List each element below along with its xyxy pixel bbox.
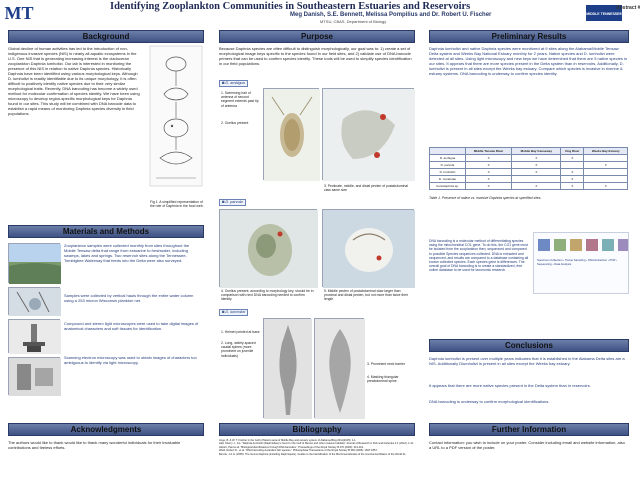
table-row	[430, 183, 628, 190]
header	[0, 0, 638, 26]
table-cell: X	[561, 176, 584, 183]
table-row	[430, 169, 628, 176]
methods-para-2: Samples were collected by vertical hauls through the entire water column using a 253 micron Wisconsin plankton net.	[64, 293, 194, 303]
dna-workflow-diagram	[533, 232, 629, 294]
poster-title: Identifying Zooplankton Communities in Southeastern Estuaries and Reservoirs	[110, 1, 471, 12]
table-cell: X	[512, 169, 561, 176]
table-cell: X	[584, 162, 628, 169]
food-web-caption: Fig 1. A simplified representation of the role of Daphnia in the food web.	[150, 200, 204, 209]
table-cell: X	[465, 176, 511, 183]
bibliography-heading: Bibliography	[219, 423, 415, 436]
lumholtzi-caption-bottom: 4. Masking triangular preabdominal spine	[367, 375, 399, 384]
table-header-cell: Middle Tensaw River	[465, 148, 511, 155]
ambigua-note-1: 1. Swimming hair of antenna of second segment extends past tip of antenna	[221, 91, 259, 108]
workflow-step: Sequencing	[537, 261, 552, 266]
table-cell	[561, 162, 584, 169]
table-cell: X	[512, 183, 561, 190]
table-cell	[584, 176, 628, 183]
acknowledgments-text: The authors would like to thank would like to thank many wonderful individuals for their invaluable contributions and tireless efforts.	[8, 440, 181, 450]
microscope-photo	[8, 319, 60, 353]
panel-label-ambigua: ◙ D. ambigua	[219, 80, 248, 87]
table-cell: X	[465, 169, 511, 176]
background-heading: Background	[8, 30, 204, 43]
purpose-text: Because Daphnia species are often difficult to distinguish morphologically, our goal was to: 1) create a set of morphological image keys specific to the species found in our field sites, and 2) validate use of DNA barcode primers that can be used to confirm species identity. These tools will be used to simplify species identification in our field populations.	[219, 46, 412, 66]
table-cell: D. parvula	[430, 162, 466, 169]
abstract-number: Abstract #	[616, 5, 640, 11]
methods-para-4: Scanning electron microscopy was used to obtain images of characters too ambiguous to identify via light microscopy.	[64, 355, 197, 365]
further-info-text: Contact information: you wish to include on your poster. Consider including email and website information, also a URL to a PDF version of the poster.	[429, 440, 625, 450]
sampling-photo	[8, 287, 60, 315]
presence-table	[429, 147, 628, 190]
table-cell: D. ambigua	[430, 155, 466, 162]
results-heading: Preliminary Results	[429, 30, 629, 43]
poster-affiliation: MTSU, CBAS, Department of Biology	[320, 19, 387, 24]
conclusions-para-2: It appears that there are more native species present in the Delta system than in reservoirs.	[429, 383, 591, 388]
poster-authors: Meg Danish, S.E. Bennett, Melissa Pompilius and Dr. Robert U. Fischer	[290, 12, 492, 18]
table-header-cell: Weeks Bay Estuary	[584, 148, 628, 155]
mtsu-logo	[4, 2, 34, 24]
parvula-caption-left: 4. Ocellus present; according to morphology key, should be in comparison with next DNA barcoding needed to confirm identity	[221, 289, 314, 302]
results-text: Daphnia lumholtzi and native Daphnia species were monitored at 9 sites along the Alabama/Mobile Tensaw Delta system and Weeks Bay National Estuary monthly for 2 years. Native species and D. lumholtzi were detected at all sites. Using light microscopy and new keys we have determined that there are 5 native species in our sites. It appears that there are more species present in the Delta system than in reservoirs. Additionally, D. lumholtzi is present in all sites except the Weeks bay estuary. Compare which species is invasive in riverine & estuary systems. DNA barcoding is underway to confirm species identity.	[429, 46, 628, 76]
background-text: Global decline of human activities has led to the introduction of non-indigenous invasive species (NIS) in nearly all aquatic ecosystems in the U.S. One NIS that is generating increasing interest is the cladoceran zooplankton Daphnia lumholtzi. Our lab is interested in monitoring the presence of this NIS in relation to native Daphnia species. Historically Daphnia have been identified using various morphological keys. Although D. lumholtzi is readily identifiable due to its unique morphology, it is often difficult to positively identify native species due to their very similar morphological traits. Recently, DNA barcoding has become a widely used method for molecular confirmation of species identity. We have been using microscopy to develop region-specific morphological keys for Daphnia found in our sites. This study will be combined with DNA barcode data to establish a rapid means of monitoring Daphnia species diversity in field populations.	[8, 46, 140, 116]
methods-heading: Materials and Methods	[8, 225, 204, 238]
parvula-photo-2	[322, 209, 414, 287]
table-row	[430, 176, 628, 183]
bibliography-ref: Ward, Robert D., et al. "DNA barcoding Australia's fish species." Philosophical Transactions of the Royal Society B 360 (2005): 1847-1857.	[219, 449, 378, 453]
table-cell: Ceriodaphnia sp.	[430, 183, 466, 190]
conclusions-para-3: DNA barcoding is underway to confirm morphological identifications.	[429, 399, 550, 404]
table-cell: X	[561, 183, 584, 190]
bibliography-ref: Benzie, J.A.H. (2005). The Genus Daphnia (including Daphniopsis). Guides to the Identification of the Microinvertebrates of the Continental Waters of the World 21.	[219, 452, 407, 456]
table-cell: X	[465, 155, 511, 162]
table-cell: D. lumholtzi	[430, 169, 466, 176]
workflow-step: Data Analysis	[554, 261, 572, 266]
lumholtzi-caption-top: 3. Prominent neck barrier	[367, 362, 406, 366]
table-header-cell: Mobile Bay Causeway	[512, 148, 561, 155]
ambigua-note-2: 2. Ocellus present	[221, 121, 249, 125]
dna-workflow-icons	[534, 235, 630, 259]
table-cell: X	[584, 183, 628, 190]
bibliography-list	[219, 439, 415, 473]
dna-workflow-steps: Specimen Collection › Tissue Sampling › DNA Extraction › PCR › Sequencing › Data Analysis	[537, 258, 618, 266]
bibliography-ref: Hebert, Paul et al. "Biological identifications through DNA barcodes." Proceedings of the Royal Society B 270 (2003): 313-321.	[219, 445, 364, 449]
ambigua-photo-1	[263, 88, 319, 180]
bibliography-ref: Hall, Cherry J., 1st. "Daphnia lumholtzi (Daphniidae) is found in the Gulf of Mexico and other invasive habitats" Journal of Research in Fish and Fisheries 2.1 (2012): 1-11.	[219, 442, 414, 446]
methods-para-3: Compound and stereo light microscopes were used to take digital images of anatomical characters and soft tissues for identification.	[64, 321, 199, 331]
parvula-caption-right: 5. Middle pecten of postabdominal claw larger than proximal and distal pecten, but not more than twice their length	[324, 289, 409, 302]
acknowledgments-heading: Acknowledgments	[8, 423, 204, 436]
workflow-step: PCR	[609, 258, 616, 262]
methods-para-1: Zooplankton samples were collected monthly from sites throughout the Mobile Tensaw delta that range from estuarine to freshwater, including swamps, lakes and springs. Two reservoir sites along the Tennessee-Tombigbee Waterway that feeds into the Delta were also surveyed.	[64, 243, 190, 263]
workflow-step: DNA Extraction	[588, 258, 607, 262]
table-row	[430, 162, 628, 169]
table-header-cell: Dog River	[561, 148, 584, 155]
table-caption: Table 1. Presence of native vs. invasive Daphnia species at specified sites.	[429, 196, 542, 200]
conclusions-para-1: Daphnia lumholtzi is present over multiple years indicates that it is established in the Alabama Delta sites are a NIS. Additionally Dlumholtzi is present in all sites except the Weeks bay estuary.	[429, 356, 625, 366]
lumholtzi-photo-1	[263, 318, 311, 418]
dna-barcoding-text: DNA barcoding is a molecular method of differentiating species using the mitochondrial CO1 gene. To do this, the CO1 gene must be isolated from the zooplankton then, sequenced and compared to possible Species sequences collected. DNA is extracted and sequenced, and results are compared to a database containing all known collected species. Each species gene is differences. The overall goal of DNA barcoding is to create a standardized, free online database to be used for taxonomic research.	[429, 239, 529, 273]
table-row	[430, 155, 628, 162]
ambigua-photo-2	[322, 88, 414, 180]
workflow-step: Tissue Sampling	[564, 258, 586, 262]
conclusions-heading: Conclusions	[429, 339, 629, 352]
ambigua-caption: 3. Pectinate, middle, and distal pecten of postabdominal claw same size	[324, 184, 409, 193]
table-cell: X	[561, 169, 584, 176]
table-cell	[584, 155, 628, 162]
parvula-photo-1	[219, 209, 317, 287]
table-cell	[584, 169, 628, 176]
table-header-cell	[430, 148, 466, 155]
svg-text:MIDDLE TENNESSEE: MIDDLE TENNESSEE	[586, 12, 622, 16]
table-cell: X	[512, 162, 561, 169]
food-web-diagram	[150, 46, 202, 186]
table-cell: D. mendotae	[430, 176, 466, 183]
svg-text:MT: MT	[4, 3, 34, 23]
panel-label-parvula: ◙ D. parvula	[219, 199, 246, 206]
table-cell: X	[561, 155, 584, 162]
microscope-icon: ◙	[222, 81, 226, 85]
workflow-step: Specimen Collection	[537, 258, 563, 262]
microscope-icon: ◙	[222, 200, 226, 204]
table-cell: X	[512, 155, 561, 162]
table-cell: X	[465, 183, 511, 190]
table-header-row	[430, 148, 628, 155]
purpose-heading: Purpose	[219, 30, 415, 43]
lumholtzi-photo-2	[314, 318, 364, 418]
panel-label-lumholtzi: ◙ D. lumholtzi	[219, 309, 248, 316]
lumholtzi-note-2: 2. Long, widely-spaced caudal spines (more prominent on juvenile individuals)	[221, 341, 256, 358]
bibliography-ref: Ange, B. & W. T. Fischer in the Gulf of Mexico area of Mobile Bay and estuary system of Alabama Blog 2011(2015): 1-1.	[219, 439, 357, 442]
sem-photo	[8, 357, 60, 395]
lumholtzi-note-1: 1. Helmet pointed at base	[221, 330, 260, 334]
microscope-icon: ◙	[222, 310, 226, 314]
table-cell	[512, 176, 561, 183]
table-cell: X	[465, 162, 511, 169]
field-site-photo	[8, 243, 60, 283]
further-info-heading: Further Information	[429, 423, 629, 436]
